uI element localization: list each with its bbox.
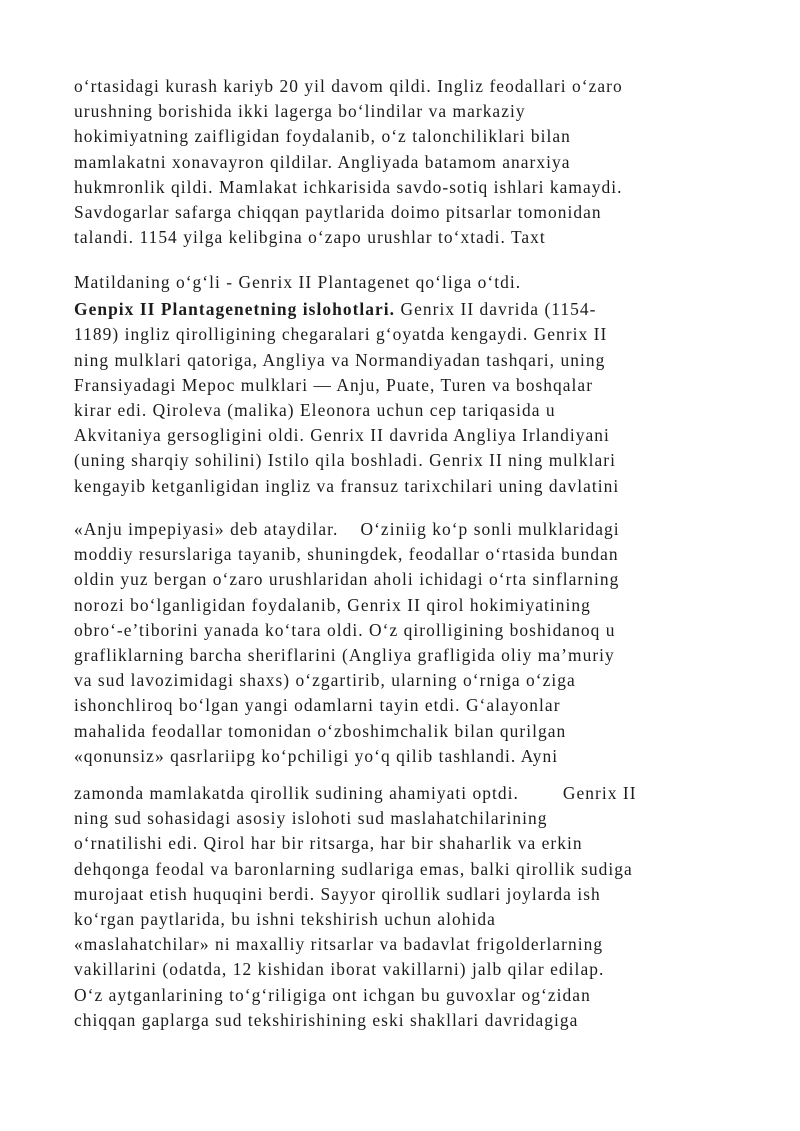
paragraph-block-3 bbox=[74, 517, 764, 769]
text-line: moddiy resurslariga tayanib, shuningdek, feodallar o‘rtasida bundan bbox=[74, 544, 619, 565]
text-line: mamlakatni xonavayron qildilar. Angliyada batamom anarxiya bbox=[74, 151, 571, 172]
text-line: talandi. 1154 yilga kelibgina o‘zapo urushlar to‘xtadi. Taxt bbox=[74, 227, 546, 248]
text-fragment: O‘ziniig ko‘p sonli mulklaridagi bbox=[360, 519, 620, 539]
text-line: urushning borishida ikki lagerga bo‘lindilar va markaziy bbox=[74, 101, 526, 122]
text-line: norozi bo‘lganligidan foydalanib, Genrix II qirol hokimiyatining bbox=[74, 594, 591, 615]
text-line: obro‘-e’tiborini yanada ko‘tara oldi. O‘z qirolligining boshidanoq u bbox=[74, 619, 616, 640]
text-line: O‘z aytganlarining to‘g‘riligiga ont ichgan bu guvoxlar og‘zidan bbox=[74, 984, 591, 1005]
text-line: ishonchliroq bo‘lgan yangi odamlarni tayin etdi. G‘alayonlar bbox=[74, 695, 561, 716]
text-line: (uning sharqiy sohilini) Istilo qila boshladi. Genrix II ning mulklari bbox=[74, 450, 617, 471]
text-line: vakillarini (odatda, 12 kishidan iborat vakillarni) jalb qilar edilap. bbox=[74, 959, 605, 980]
text-line: kengayib ketganligidan ingliz va fransuz tarixchilari uning davlatini bbox=[74, 475, 620, 496]
text-line: Akvitaniya gersogligini oldi. Genrix II davrida Angliya Irlandiyani bbox=[74, 425, 610, 446]
text-line: «qonunsiz» qasrlariipg ko‘pchiligi yo‘q qilib tashlandi. Ayni bbox=[74, 745, 559, 766]
text-line: ning mulklari qatoriga, Angliya va Normandiyadan tashqari, uning bbox=[74, 349, 606, 370]
text-line: grafliklarning barcha sheriflarini (Angliya grafligida oliy ma’muriy bbox=[74, 645, 615, 666]
text-line: hokimiyatning zaifligidan foydalanib, o‘z talonchiliklari bilan bbox=[74, 126, 571, 147]
text-fragment: Genrix II bbox=[562, 783, 637, 803]
text-line: 1189) ingliz qirolligining chegaralari g‘oyatda kengaydi. Genrix II bbox=[74, 324, 608, 345]
text-line: murojaat etish huquqini berdi. Sayyor qirollik sudlari joylarda ish bbox=[74, 883, 601, 904]
text-line: hukmronlik qildi. Mamlakat ichkarisida savdo-sotiq ishlari kamaydi. bbox=[74, 176, 623, 197]
section-heading: Genpix II Plantagenetning islohotlari. bbox=[74, 299, 396, 320]
paragraph-block-4 bbox=[74, 781, 764, 1033]
text-line: «maslahatchilar» ni maxalliy ritsarlar va badavlat frigolderlarning bbox=[74, 934, 604, 955]
text-line bbox=[74, 517, 764, 542]
text-fragment: Genrix II davrida (1154- bbox=[395, 299, 597, 320]
text-line: ko‘rgan paytlarida, bu ishni tekshirish uchun alohida bbox=[74, 909, 496, 930]
text-line: ning sud sohasidagi asosiy islohoti sud maslahatchilarining bbox=[74, 808, 548, 829]
text-line: dehqonga feodal va baronlarning sudlariga emas, balki qirollik sudiga bbox=[74, 858, 633, 879]
text-line: Matildaning o‘g‘li - Genrix II Plantagenet qo‘liga o‘tdi. bbox=[74, 272, 522, 292]
text-line: kirar edi. Qiroleva (malika) Eleonora uchun cep tariqasida u bbox=[74, 400, 556, 421]
section-heading-line bbox=[74, 297, 764, 322]
text-line: o‘rnatilishi edi. Qirol har bir ritsarga, har bir shaharlik va erkin bbox=[74, 833, 583, 854]
text-line: o‘rtasidagi kurash kariyb 20 yil davom qildi. Ingliz feodallari o‘zaro bbox=[74, 76, 623, 96]
paragraph-block-1 bbox=[74, 74, 764, 250]
text-line: chiqqan gaplarga sud tekshirishining eski shakllari davridagiga bbox=[74, 1009, 579, 1030]
text-fragment: «Anju impepiyasi» deb ataydilar. bbox=[74, 519, 339, 539]
text-line: Fransiyadagi Mepoc mulklari — Anju, Puate, Turen va boshqalar bbox=[74, 374, 594, 395]
text-fragment: zamonda mamlakatda qirollik sudining ahamiyati optdi. bbox=[74, 783, 519, 803]
paragraph-block-2 bbox=[74, 270, 764, 499]
text-line: oldin yuz bergan o‘zaro urushlaridan aholi ichidagi o‘rta sinflarning bbox=[74, 569, 620, 590]
text-line: va sud lavozimidagi shaxs) o‘zgartirib, ularning o‘rniga o‘ziga bbox=[74, 670, 576, 691]
text-line bbox=[74, 781, 764, 806]
text-line: mahalida feodallar tomonidan o‘zboshimchalik bilan qurilgan bbox=[74, 720, 567, 741]
text-line: Savdogarlar safarga chiqqan paytlarida doimo pitsarlar tomonidan bbox=[74, 202, 602, 223]
